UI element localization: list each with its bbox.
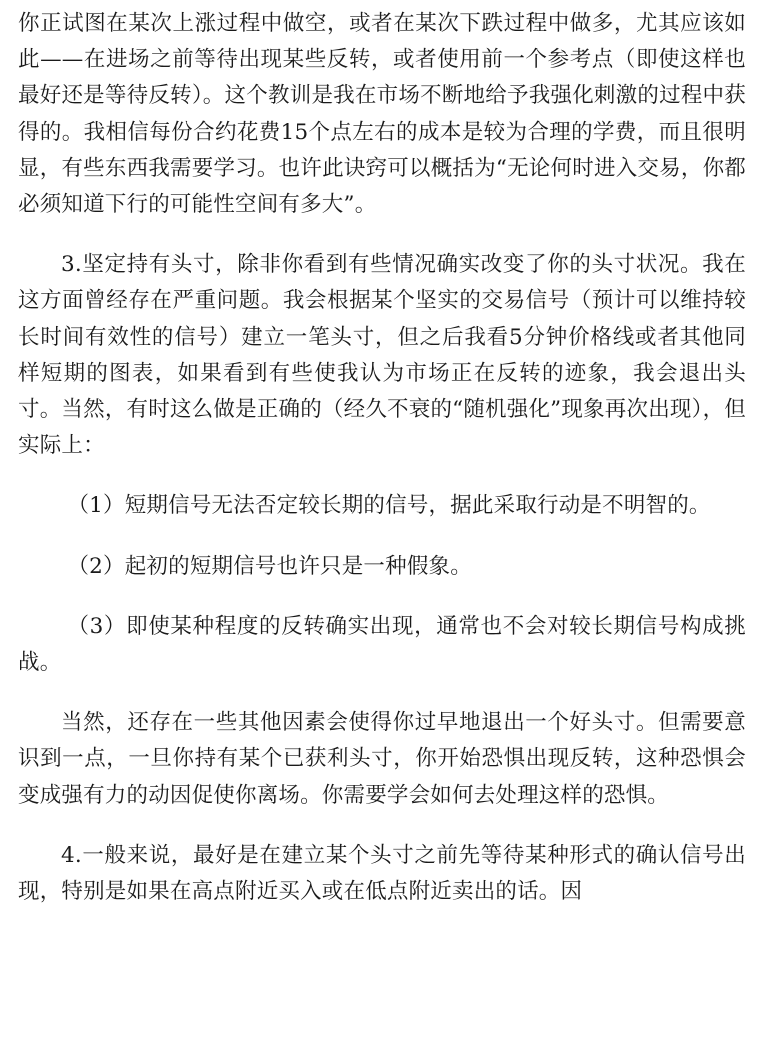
list-item-2: （2）起初的短期信号也许只是一种假象。: [67, 553, 472, 579]
paragraph-gap: [18, 464, 746, 488]
list-item-3: （3）即使某种程度的反转确实出现，通常也不会对较长期信号构成挑战。: [18, 613, 746, 676]
paragraph-gap: [18, 223, 746, 247]
paragraph-continuation: 你正试图在某次上涨过程中做空，或者在某次下跌过程中做多，尤其应该如此——在进场之前等待出现某些反转，或者使用前一个参考点（即使这样也最好还是等待反转）。这个教训是我在市场不断地给予我强化刺激的过程中获得的。我相信每份合约花费15个点左右的成本是较为合理的学费，而且很明显，有些东西我需要学习。也许此诀窍可以概括为“无论何时进入交易，你都必须知道下行的可能性空间有多大”。: [18, 11, 746, 218]
paragraph-point-3: 3.坚定持有头寸，除非你看到有些情况确实改变了你的头寸状况。我在这方面曾经存在严重问题。我会根据某个坚实的交易信号（预计可以维持较长时间有效性的信号）建立一笔头寸，但之后我看5分钟价格线或者其他同样短期的图表，如果看到有些使我认为市场正在反转的迹象，我会退出头寸。当然，有时这么做是正确的（经久不衰的“随机强化”现象再次出现），但实际上：: [18, 252, 746, 459]
paragraph-gap: [18, 814, 746, 838]
paragraph-fear: 当然，还存在一些其他因素会使得你过早地退出一个好头寸。但需要意识到一点，一旦你持有某个已获利头寸，你开始恐惧出现反转，这种恐惧会变成强有力的动因促使你离场。你需要学会如何去处理这样的恐惧。: [18, 710, 746, 808]
paragraph-point-4: 4.一般来说，最好是在建立某个头寸之前先等待某种形式的确认信号出现，特别是如果在高点附近买入或在低点附近卖出的话。因: [18, 842, 746, 905]
list-item-1: （1）短期信号无法否定较长期的信号，据此采取行动是不明智的。: [67, 493, 711, 519]
paragraph-gap: [18, 681, 746, 705]
paragraph-gap: [18, 585, 746, 609]
paragraph-gap: [18, 525, 746, 549]
